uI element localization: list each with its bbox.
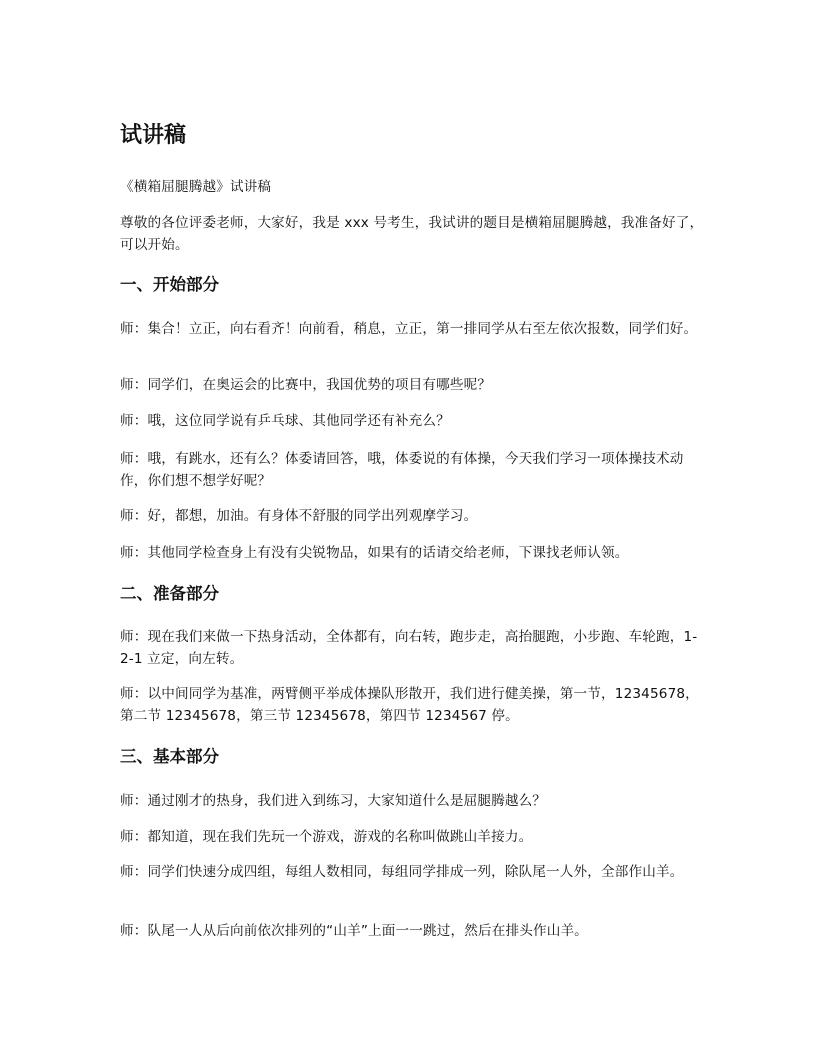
- paragraph: 师：以中间同学为基准，两臂侧平举成体操队形散开，我们进行健美操，第一节，12345678，第二节 12345678，第三节 12345678，第四节 1234567 停。: [120, 686, 699, 724]
- paragraph: 师：现在我们来做一下热身活动，全体都有，向右转，跑步走，高抬腿跑，小步跑、车轮跑，1-2-1 立定，向左转。: [120, 629, 698, 667]
- section-heading-preparation: 二、准备部分: [120, 584, 219, 603]
- paragraph: 师：队尾一人从后向前依次排列的“山羊”上面一一跳过，然后在排头作山羊。: [120, 923, 588, 939]
- paragraph: 师：哦，这位同学说有乒乓球、其他同学还有补充么？: [120, 413, 450, 429]
- paragraph: 师：好，都想，加油。有身体不舒服的同学出列观摩学习。: [120, 508, 478, 524]
- paragraph: 师：其他同学检查身上有没有尖锐物品，如果有的话请交给老师，下课找老师认领。: [120, 545, 629, 561]
- document-subtitle: 《横箱屈腿腾越》试讲稿: [120, 179, 272, 195]
- paragraph: 师：哦，有跳水，还有么？体委请回答，哦，体委说的有体操，今天我们学习一项体操技术动作，你们想不想学好呢？: [120, 451, 684, 489]
- document-title: 试讲稿: [120, 123, 187, 148]
- paragraph: 师：通过刚才的热身，我们进入到练习，大家知道什么是屈腿腾越么？: [120, 793, 547, 809]
- section-heading-main: 三、基本部分: [120, 747, 219, 766]
- paragraph: 师：同学们快速分成四组，每组人数相同，每组同学排成一列，除队尾一人外，全部作山羊。: [120, 864, 684, 880]
- paragraph: 师：都知道，现在我们先玩一个游戏，游戏的名称叫做跳山羊接力。: [120, 829, 533, 845]
- intro-paragraph: 尊敬的各位评委老师，大家好，我是 xxx 号考生，我试讲的题目是横箱屈腿腾越，我准备好了，可以开始。: [120, 215, 704, 253]
- paragraph: 师：集合！立正，向右看齐！向前看，稍息，立正，第一排同学从右至左依次报数，同学们好。: [120, 321, 698, 337]
- paragraph: 师：同学们，在奥运会的比赛中，我国优势的项目有哪些呢？: [120, 377, 492, 393]
- section-heading-start: 一、开始部分: [120, 275, 219, 294]
